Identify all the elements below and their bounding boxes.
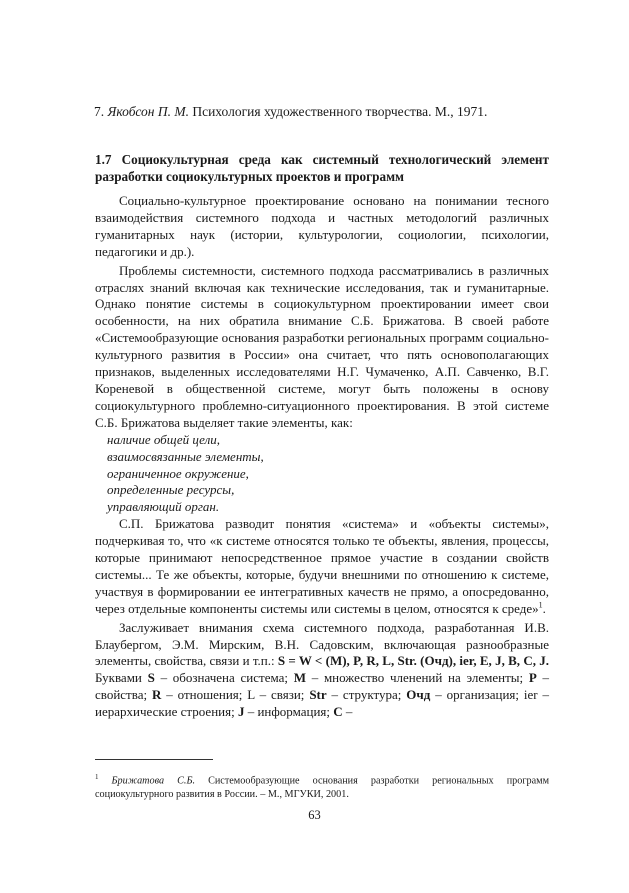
symbol-ochd: Очд <box>406 687 431 703</box>
paragraph-4-text: – организация; ier – иерархические строения; <box>95 687 550 720</box>
list-item: наличие общей цели, <box>107 431 221 447</box>
symbol-p: P <box>528 670 537 686</box>
symbol-c: C <box>333 704 343 720</box>
paragraph-4-text: – <box>342 704 353 720</box>
reference-text: Психология художественного творчества. М., 1971. <box>192 104 488 119</box>
paragraph-4-text: – структура; <box>326 687 407 703</box>
symbol-m: M <box>293 670 306 686</box>
footnote-marker: 1 <box>95 773 99 781</box>
symbol-str: Str <box>309 687 327 703</box>
paragraph-3-text: С.П. Брижатова разводит понятия «система» и «объекты системы», подчеркивая то, что «к системе относятся только те объекты, явления, процессы, которые принимают непосредственное прямое участие в создании свойств системы... Те же объекты, которые, будучи внешними по отношению к системе, участвуя в формировании ее интегративных качеств не прямо, а опосредованно, через отдельные компоненты системы или системы в целом, относятся к среде» <box>95 516 549 616</box>
paragraph-4-text: Заслуживает внимания схема системного подхода, разработанная И.В. Блаубергом, Э.М. Мирским, В.Н. Садовским, включающая разнообразные элементы, свойства, связи и т.п.: <box>95 619 549 669</box>
footnote <box>95 770 549 802</box>
page-number: 63 <box>308 808 321 822</box>
paragraph-4-text: – множество членений на элементы; <box>306 670 529 686</box>
system-formula: S = W < (M), P, R, L, Str. (Очд), ier, E, J, B, C, J. <box>277 653 549 669</box>
reference-author: Якобсон П. М. <box>107 104 189 119</box>
footnote-divider <box>95 759 213 760</box>
section-title: 1.7 Социокультурная среда как системный технологический элемент разработки социокультурных проектов и программ <box>95 152 549 184</box>
footnote-reference[interactable]: 1 <box>538 600 543 610</box>
symbol-r: R <box>151 687 162 703</box>
footnote-text: Системообразующие основания разработки региональных программ социокультурного развития в России. – М., МГУКИ, 2001. <box>95 775 550 801</box>
paragraph-2: Проблемы системности, системного подхода рассматривались в различных отраслях знаний включая как технические исследования, так и гуманитарные. Однако понятие системы в социокультурном проектировании имеет свои особенности, на них обратила внимание С.Б. Брижатова. В своей работе «Системообразующие основания разработки региональных программ социально-культурного развития в России» она считает, что пять основополагающих признаков, выделенных исследователями Н.Г. Чумаченко, А.П. Савченко, В.Г. Кореневой в общественной системе, могут быть положены в основу социокультурного проблемно-ситуационного проектирования. В этой системе С.Б. Брижатова выделяет такие элементы, как: <box>95 262 549 430</box>
body-text <box>95 193 549 721</box>
system-elements-list <box>95 432 549 517</box>
symbol-j: J <box>237 704 245 720</box>
list-item: определенные ресурсы, <box>107 482 235 498</box>
paragraph-1: Социально-культурное проектирование основано на понимании тесного взаимодействия системного подхода и частных методологий различных гуманитарных наук (истории, культурологии, социологии, психологии, педагогики и др.). <box>95 193 549 259</box>
paragraph-4-text: – свойства; <box>95 670 550 703</box>
reference-number: 7. <box>94 104 105 119</box>
paragraph-4-text: – отношения; L – связи; <box>161 687 310 703</box>
paragraph-3: С.П. Брижатова разводит понятия «система» и «объекты системы», подчеркивая то, что «к системе относятся только те объекты, явления, процессы, которые принимают непосредственное прямое участие в создании свойств системы... Те же объекты, которые, будучи внешними по отношению к системе, участвуя в формировании ее интегративных качеств не прямо, а опосредованно, через отдельные компоненты системы или системы в целом, относятся к среде»$^1$. <box>95 516 549 616</box>
paragraph-4 <box>95 620 549 721</box>
paragraph-4-text: Буквами <box>95 670 148 686</box>
paragraph-4-text: – информация; <box>244 704 334 720</box>
symbol-s: S <box>147 670 155 686</box>
list-item: взаимосвязанные элементы, <box>107 448 264 464</box>
reference-item <box>94 103 554 121</box>
list-item: управляющий орган. <box>107 499 220 515</box>
footnote-author: Брижатова С.Б. <box>111 775 196 787</box>
list-item: ограниченное окружение, <box>107 465 249 481</box>
paragraph-4-text: – обозначена система; <box>154 670 294 686</box>
